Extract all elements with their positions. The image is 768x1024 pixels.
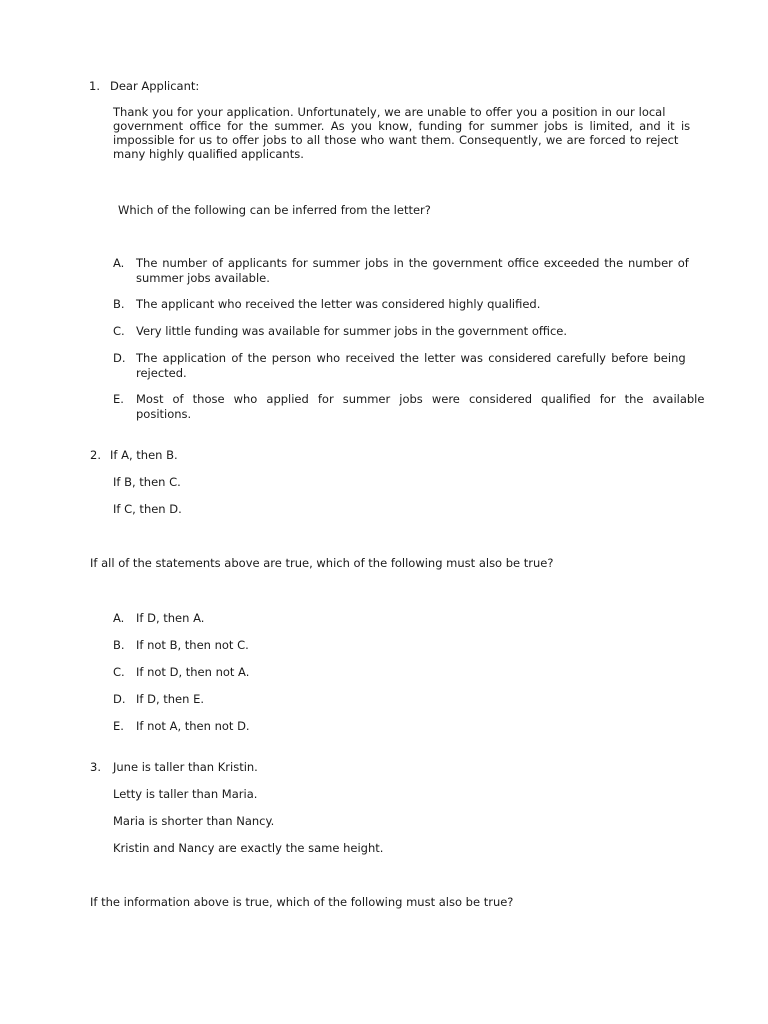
option-text: The number of applicants for summer jobs in the government office exceeded the number of (136, 256, 689, 270)
option-text: Most of those who applied for summer jobs were considered qualified for the available (136, 392, 705, 406)
salutation: Dear Applicant: (110, 79, 200, 93)
option-text: Very little funding was available for summer jobs in the government office. (136, 324, 568, 338)
option-text: The applicant who received the letter was considered highly qualified. (136, 297, 541, 311)
option-text: If not B, then not C. (136, 638, 249, 652)
statement: If C, then D. (113, 502, 182, 516)
option-text: rejected. (136, 366, 187, 380)
question-prompt: If all of the statements above are true, which of the following must also be true? (90, 556, 554, 570)
option-text: If D, then A. (136, 611, 205, 625)
option-letter: D. (113, 351, 126, 365)
option-letter: E. (113, 719, 124, 733)
option-letter: E. (113, 392, 124, 406)
statement: Maria is shorter than Nancy. (113, 814, 275, 828)
statement: June is taller than Kristin. (113, 760, 258, 774)
option-letter: C. (113, 665, 125, 679)
statement: Letty is taller than Maria. (113, 787, 258, 801)
statement: If A, then B. (110, 448, 178, 462)
question-number: 1. (89, 79, 100, 93)
option-letter: C. (113, 324, 125, 338)
letter-line: impossible for us to offer jobs to all those who want them. Consequently, we are forced to reject (113, 133, 679, 147)
statement: Kristin and Nancy are exactly the same height. (113, 841, 384, 855)
option-letter: A. (113, 611, 125, 625)
option-text: If D, then E. (136, 692, 205, 706)
question-prompt: Which of the following can be inferred from the letter? (118, 203, 431, 217)
option-letter: D. (113, 692, 126, 706)
option-text: If not D, then not A. (136, 665, 250, 679)
letter-line: many highly qualified applicants. (113, 147, 304, 161)
question-number: 2. (90, 448, 101, 462)
option-letter: B. (113, 297, 125, 311)
option-text: The application of the person who received the letter was considered carefully before being (136, 351, 686, 365)
option-letter: B. (113, 638, 125, 652)
option-letter: A. (113, 256, 125, 270)
option-text: summer jobs available. (136, 271, 270, 285)
letter-line: Thank you for your application. Unfortunately, we are unable to offer you a position in our local (113, 105, 666, 119)
option-text: If not A, then not D. (136, 719, 250, 733)
question-prompt: If the information above is true, which of the following must also be true? (90, 895, 514, 909)
question-number: 3. (90, 760, 101, 774)
option-text: positions. (136, 407, 192, 421)
statement: If B, then C. (113, 475, 181, 489)
letter-line: government office for the summer. As you know, funding for summer jobs is limited, and it is (113, 119, 691, 133)
letter-body (113, 105, 691, 161)
